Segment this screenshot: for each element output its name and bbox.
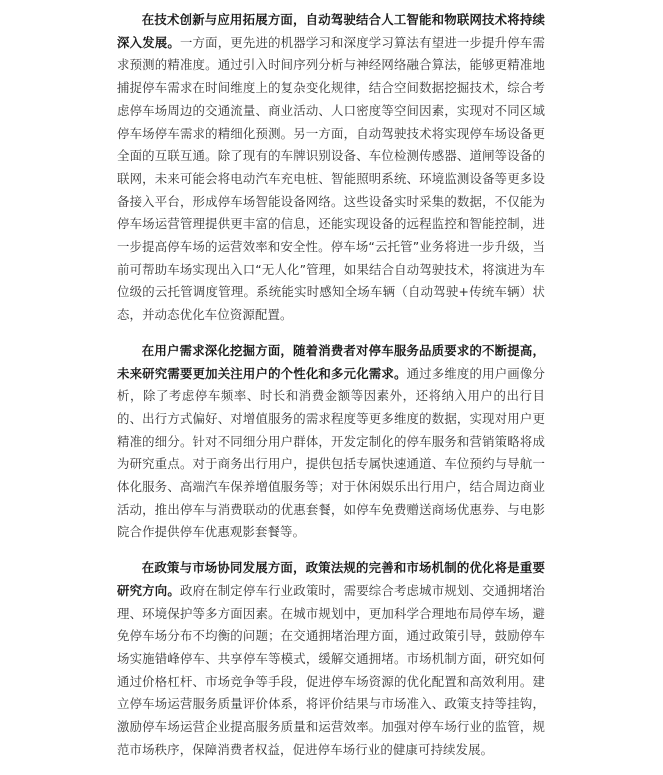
paragraph-lead: 在技术创新与应用拓展方面，自动驾驶结合人工智能和物联网技术将持续深入发展。 bbox=[117, 12, 545, 50]
document-body bbox=[117, 9, 545, 775]
paragraph-lead: 在政策与市场协同发展方面，政策法规的完善和市场机制的优化将是重要研究方向。 bbox=[117, 560, 545, 598]
paragraph-technology bbox=[117, 9, 545, 327]
paragraph-body: 通过多维度的用户画像分析，除了考虑停车频率、时长和消费金额等因素外，还将纳入用户的出行目的、出行方式偏好、对增值服务的需求程度等更多维度的数据，实现对用户更精准的细分。针对不同细分用户群体，开发定制化的停车服务和营销策略将成为研究重点。对于商务出行用户，提供包括专属快速通道、车位预约与导航一体化服务、高端汽车保养增值服务等；对于休闲娱乐出行用户，结合周边商业活动，推出停车与消费联动的优惠套餐，如停车免费赠送商场优惠券、与电影院合作提供停车优惠观影套餐等。 bbox=[117, 365, 545, 540]
paragraph-body: 政府在制定停车行业政策时，需要综合考虑城市规划、交通拥堵治理、环境保护等多方面因素。在城市规划中，更加科学合理地布局停车场，避免停车场分布不均衡的问题；在交通拥堵治理方面，通过政策引导，鼓励停车场实施错峰停车、共享停车等模式，缓解交通拥堵。市场机制方面，研究如何通过价格杠杆、市场竞争等手段，促进停车场资源的优化配置和高效利用。建立停车场运营服务质量评价体系，将评价结果与市场准入、政策支持等挂钩，激励停车场运营企业提高服务质量和运营效率。加强对停车场行业的监管，规范市场秩序，保障消费者权益，促进停车场行业的健康可持续发展。 bbox=[117, 582, 545, 757]
paragraph-lead: 在用户需求深化挖掘方面，随着消费者对停车服务品质要求的不断提高，未来研究需要更加关注用户的个性化和多元化需求。 bbox=[117, 342, 545, 381]
paragraph-user-demand bbox=[117, 340, 545, 544]
paragraph-body: 一方面，更先进的机器学习和深度学习算法有望进一步提升停车需求预测的精准度。通过引入时间序列分析与神经网络融合算法，能够更精准地捕捉停车需求在时间维度上的复杂变化规律，结合空间数据挖掘技术，综合考虑停车场周边的交通流量、商业活动、人口密度等空间因素，实现对不同区域停车场停车需求的精细化预测。另一方面，自动驾驶技术将实现停车场设备更全面的互联互通。除了现有的车牌识别设备、车位检测传感器、道闸等设备的联网，未来可能会将电动汽车充电桩、智能照明系统、环境监测设备等更多设备接入平台，形成停车场智能设备网络。这些设备实时采集的数据，不仅能为停车场运营管理提供更丰富的信息，还能实现设备的远程监控和智能控制，进一步提高停车场的运营效率和安全性。停车场“云托管”业务将进一步升级，当前可帮助车场实现出入口“无人化”管理，如果结合自动驾驶技术，将演进为车位级的云托管调度管理。系统能实时感知全场车辆（自动驾驶+传统车辆）状态，并动态优化车位资源配置。 bbox=[117, 34, 545, 323]
paragraph-policy-market bbox=[117, 557, 545, 761]
